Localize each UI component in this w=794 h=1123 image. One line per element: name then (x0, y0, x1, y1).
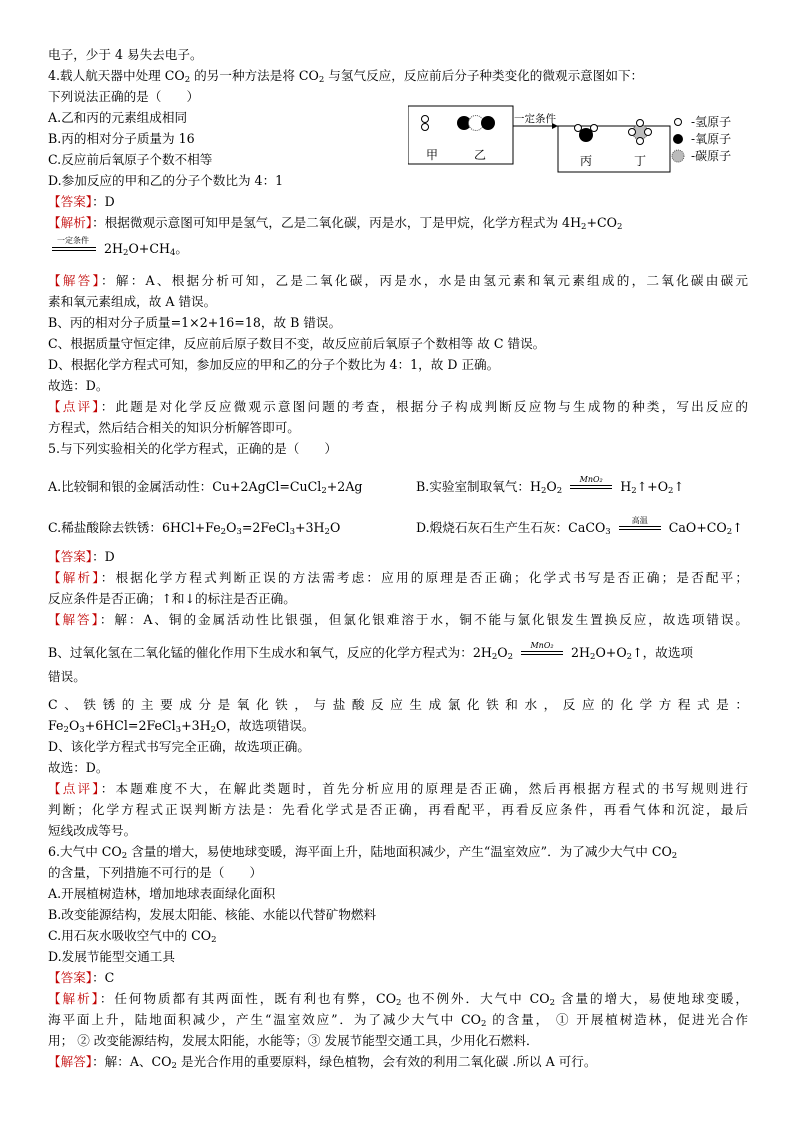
solve-line: 【解答】：解：A、铜的金属活动性比银强，但氯化银难溶于水，铜不能与氯化银发生置换反应，故选项错误。 (48, 612, 748, 627)
solve-line: 故选：D。 (48, 760, 109, 775)
equation-arrow: 一定条件 (50, 242, 98, 256)
option-b: B.丙的相对分子质量为 16 (48, 131, 195, 146)
question-5-stem: 5.与下列实验相关的化学方程式，正确的是（ ） (48, 441, 338, 456)
legend-carbon: -碳原子 (691, 149, 732, 163)
hydrogen-atom (629, 129, 636, 136)
products-box (558, 126, 670, 172)
legend-oxygen: -氧原子 (691, 132, 732, 146)
solve-line: C、铁锈的主要成分是氧化铁，与盐酸反应生成氯化铁和水，反应的化学方程式是： (48, 697, 748, 712)
solve-line: 错误。 (48, 669, 86, 684)
answer-line: 【答案】：C (48, 970, 115, 985)
comment-line: 【点评】：本题难度不大，在解此类题时，首先分析应用的原理是否正确，然后再根据方程式的书写规则进行 (48, 781, 749, 796)
comment-line: 方程式，然后结合相关的知识分析解答即可。 (48, 420, 300, 435)
solve-line: 【解答】：解：A、根据分析可知，乙是二氧化碳，丙是水，水是由氢元素和氧元素组成的，二氧化碳由碳元 (48, 273, 748, 288)
label-ding: 丁 (634, 154, 647, 168)
solve-line: B、过氧化氢在二氧化锰的催化作用下生成水和氧气，反应的化学方程式为：$2H_2O_2$ MnO₂ $2H_2O+O_2↑$，故选项 (48, 641, 694, 662)
solve-line: 【解答】：解：A、$CO_2$ 是光合作用的重要原料，绿色植物，会有效的利用二氧化碳 .所以 A 可行。 (48, 1054, 597, 1071)
analysis-line: 用； ② 改变能源结构，发展太阳能，水能等；③ 发展节能型交通工具，少用化石燃料． (48, 1033, 539, 1048)
option-d: D.参加反应的甲和乙的分子个数比为 4：1 (48, 173, 284, 188)
solve-line: $Fe_2O_3+6HCl=2FeCl_3+3H_2O$，故选项错误。 (48, 718, 315, 735)
label-jia: 甲 (426, 148, 439, 162)
reaction-condition: 一定条件 (514, 113, 556, 125)
hydrogen-atom (422, 124, 429, 131)
solve-line: 素和氧元素组成，故 A 错误。 (48, 294, 217, 309)
text-line: 电子，少于 4 易失去电子。 (48, 47, 203, 62)
answer-line: 【答案】：D (48, 194, 115, 209)
hydrogen-atom (637, 138, 644, 145)
label-yi: 乙 (474, 148, 487, 162)
option-a: A.开展植树造林，增加地球表面绿化面积 (48, 886, 276, 901)
legend-oxygen-icon (673, 134, 683, 144)
question-6-stem: 6.大气中 $CO_2$ 含量的增大，易使地球变暖，海平面上升，陆地面积减少，产生“温室效应”．为了减少大气中 $CO_2$ (48, 844, 678, 861)
analysis-line: 【解析】：任何物质都有其两面性，既有利也有弊，$CO_2$ 也不例外．大气中 $CO_2$ 含量的增大，易使地球变暖， (48, 991, 749, 1008)
legend-hydrogen: -氢原子 (691, 115, 732, 129)
hydrogen-atom (422, 116, 429, 123)
analysis-line: 海平面上升，陆地面积减少，产生“温室效应”．为了减少大气中 $CO_2$ 的含量， ① 开展植树造林，促进光合作 (48, 1012, 748, 1029)
oxygen-atom (481, 116, 495, 130)
equation-arrow: 高温 (617, 521, 663, 535)
hydrogen-atom (645, 129, 652, 136)
hydrogen-atom (575, 125, 582, 132)
answer-line: 【答案】：D (48, 549, 115, 564)
option-a: A.比较铜和银的金属活动性：Cu+2AgCl=CuCl$_2$+2Ag (48, 479, 363, 496)
analysis-line: 反应条件是否正确；↑和↓的标注是否正确。 (48, 591, 296, 606)
question-6-stem: 的含量，下列措施不可行的是（ ） (48, 865, 263, 880)
equation-arrow: MnO₂ (568, 480, 614, 494)
option-c: C.稀盐酸除去铁锈：$6HCl+Fe_2O_3=2FeCl_3+3H_2O$ (48, 520, 341, 537)
option-b: B.改变能源结构，发展太阳能、核能、水能以代替矿物燃料 (48, 907, 377, 922)
solve-line: D、该化学方程式书写完全正确，故选项正确。 (48, 739, 310, 754)
analysis-line: 【解析】：根据微观示意图可知甲是氢气，乙是二氧化碳，丙是水，丁是甲烷，化学方程式为 $4H_2+CO_2$ (48, 215, 623, 232)
solve-line: C、根据质量守恒定律，反应前后原子数目不变，故反应前后氧原子个数相等 故 C 错误。 (48, 336, 546, 351)
equation-arrow: MnO₂ (519, 646, 565, 660)
diagram-legend (683, 114, 731, 165)
option-b: B.实验室制取氧气：$H_2O_2$ MnO₂ $H_2↑+O_2↑$ (416, 475, 685, 496)
comment-line: 判断；化学方程式正误判断方法是：先看化学式是否正确，再看配平，再看反应条件，再看气体和沉淀，最后 (48, 802, 748, 817)
hydrogen-atom (591, 125, 598, 132)
analysis-line: 【解析】：根据化学方程式判断正误的方法需考虑：应用的原理是否正确；化学式书写是否正确；是否配平； (48, 570, 749, 585)
reaction-diagram (408, 104, 758, 174)
option-c: C.反应前后氧原子个数不相等 (48, 152, 213, 167)
question-4-stem: 4.载人航天器中处理 $CO_2$ 的另一种方法是将 $CO_2$ 与氢气反应，反应前后分子种类变化的微观示意图如下： (48, 68, 644, 85)
solve-line: D、根据化学方程式可知，参加反应的甲和乙的分子个数比为 4：1，故 D 正确。 (48, 357, 500, 372)
legend-hydrogen-icon (675, 119, 682, 126)
comment-line: 短线改成等号。 (48, 823, 137, 838)
question-4-prompt: 下列说法正确的是（ ） (48, 89, 200, 104)
option-c: C.用石灰水吸收空气中的 $CO_2$ (48, 928, 217, 945)
reactants-box (408, 106, 513, 164)
option-a: A.乙和丙的元素组成相同 (48, 110, 188, 125)
label-bing: 丙 (580, 154, 593, 168)
comment-line: 【点评】：此题是对化学反应微观示意图问题的考查，根据分子构成判断反应物与生成物的种类，写出反应的 (48, 399, 749, 414)
solve-line: B、丙的相对分子质量=1×2+16=18，故 B 错误。 (48, 315, 342, 330)
option-d: D.煅烧石灰石生产生石灰：CaCO$_3$ 高温 $CaO+CO_2↑$ (416, 516, 743, 537)
equation-line: 一定条件 $2H_2O+CH_4$。 (48, 240, 188, 258)
hydrogen-atom (637, 120, 644, 127)
option-d: D.发展节能型交通工具 (48, 949, 175, 964)
solve-line: 故选：D。 (48, 378, 109, 393)
